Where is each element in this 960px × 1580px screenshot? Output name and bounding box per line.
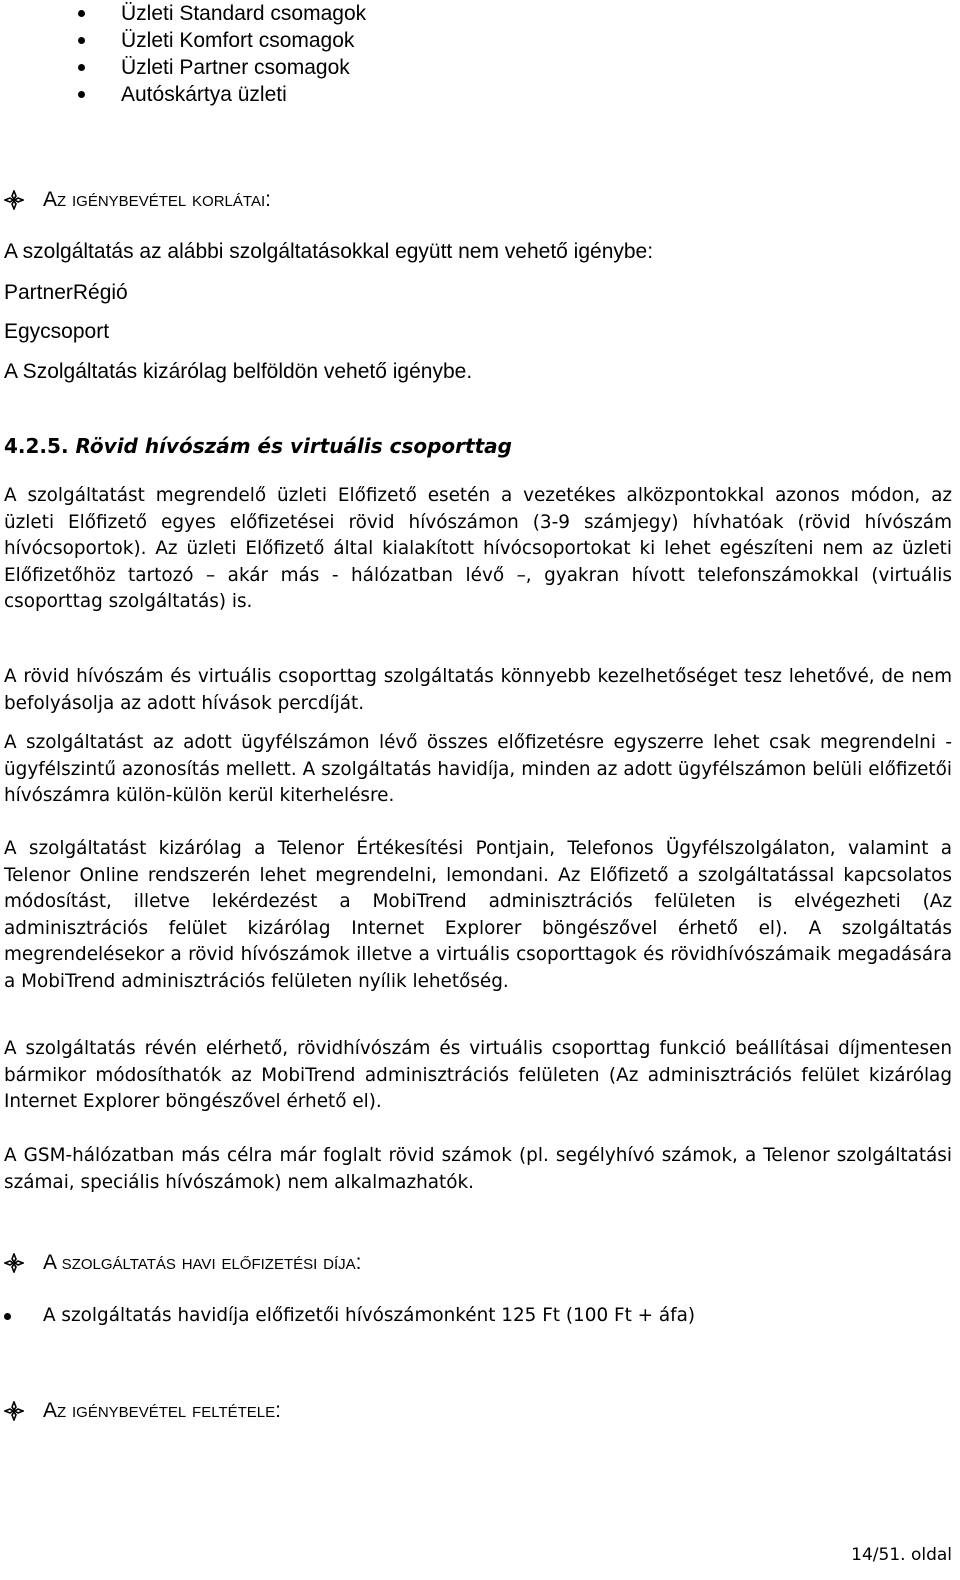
bullet-icon [78,91,85,98]
paragraph: A GSM-hálózatban más célra már foglalt rövid számok (pl. segélyhívó számok, a Telenor szolgáltatási számai, speciális hívószámok) nem alkalmazhatók. [4,1145,952,1193]
paragraph: A szolgáltatást az adott ügyfélszámon lévő összes előfizetésre egyszerre lehet csak megrendelni - ügyfélszintű azonosítás mellett. A szolgáltatás havidíja, minden az adott ügyfélszámon belüli előfizetői hívószámra külön-külön kerül kiterhelésre. [4,732,952,807]
section-heading-text: Az igénybevétel feltétele: [43,1399,281,1422]
bullet-icon [78,10,85,17]
list-item [0,27,900,54]
page-number: 14/51. oldal [851,1545,952,1565]
bullet-icon [78,37,85,44]
bullet-icon [78,64,85,71]
bullet-icon [4,1313,11,1320]
paragraph: A szolgáltatást megrendelő üzleti Előfizető esetén a vezetékes alközpontokkal azonos módon, az üzleti Előfizető egyes előfizetései rövid hívószámon (3-9 számjegy) hívhatóak (rövid hívószám hívócsoportok). Az üzleti Előfizető által kialakított hívócsoportokat ki lehet egészíteni nem az üzleti Előfizetőhöz tartozó – akár más - hálózatban lévő –, gyakran hívott telefonszámokkal (virtuális csoporttag szolgáltatás) is. [4,485,952,613]
list-item [0,54,900,81]
diamond-star-icon [4,1401,24,1421]
subsection-title [4,432,512,460]
excluded-service: Egycsoport [4,320,110,343]
list-item-text: Üzleti Komfort csomagok [121,29,355,52]
list-item [0,0,900,27]
conditions-heading [0,1398,900,1424]
subsection-title-text: Rövid hívószám és virtuális csoporttag [75,434,512,458]
list-item-text: Üzleti Standard csomagok [121,2,367,25]
section-heading-text: A szolgáltatás havi előfizetési díja: [43,1251,362,1274]
limits-intro: A szolgáltatás az alábbi szolgáltatásokkal együtt nem vehető igénybe: [4,240,654,263]
paragraph: A rövid hívószám és virtuális csoporttag szolgáltatás könnyebb kezelhetőséget tesz lehetővé, de nem befolyásolja az adott hívások percdíját. [4,666,952,714]
list-item [0,81,900,108]
limits-heading [0,187,900,213]
paragraph: A szolgáltatást kizárólag a Telenor Értékesítési Pontjain, Telefonos Ügyfélszolgálaton, valamint a Telenor Online rendszerén lehet megrendelni, lemondani. Az Előfizető a szolgáltatással kapcsolatos módosítást, illetve lekérdezést a MobiTrend adminisztrációs felületen is elvégezheti (Az adminisztrációs felület kizárólag Internet Explorer böngészővel érhető el). A szolgáltatás megrendelésekor a rövid hívószámok illetve a virtuális csoporttagok és rövidhívószámaik megadására a MobiTrend adminisztrációs felületen nyílik lehetőség. [4,838,952,992]
section-heading-text: Az igénybevétel korlátai: [43,188,271,211]
list-item-text: Autóskártya üzleti [121,83,287,106]
paragraph: A szolgáltatás révén elérhető, rövidhívószám és virtuális csoporttag funkció beállításai díjmentesen bármikor módosíthatók az MobiTrend adminisztrációs felületen (Az adminisztrációs felület kizárólag Internet Explorer böngészővel érhető el). [4,1038,952,1113]
excluded-service: PartnerRégió [4,281,128,304]
fee-item: A szolgáltatás havidíja előfizetői hívószámonként 125 Ft (100 Ft + áfa) [43,1305,696,1326]
diamond-star-icon [4,1253,24,1273]
diamond-star-icon [4,190,24,210]
fee-heading [0,1250,900,1276]
subsection-number: 4.2.5. [4,434,69,458]
limits-note: A Szolgáltatás kizárólag belföldön vehető igénybe. [4,360,473,383]
list-item-text: Üzleti Partner csomagok [121,56,350,79]
